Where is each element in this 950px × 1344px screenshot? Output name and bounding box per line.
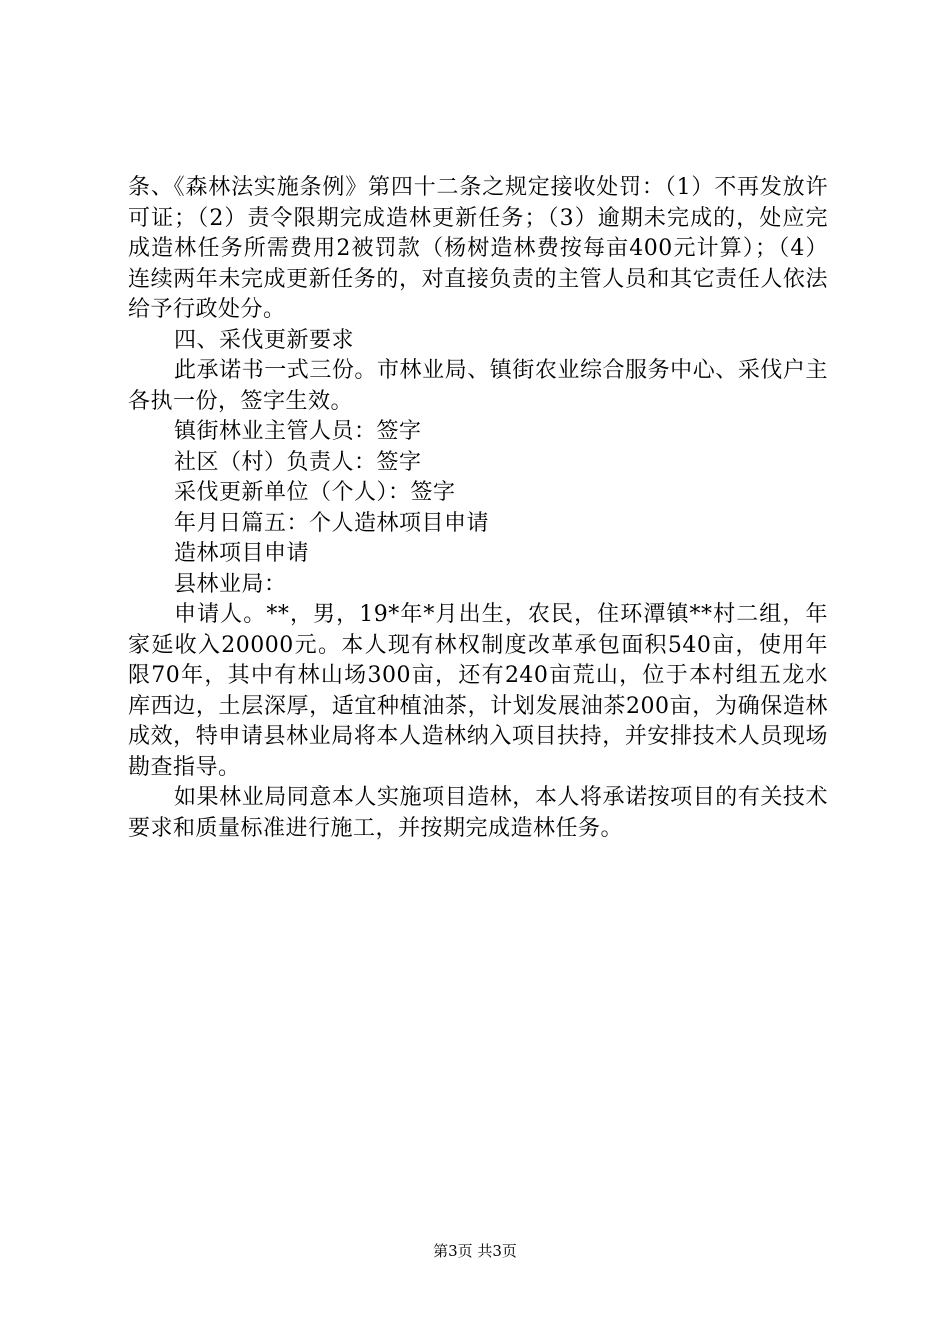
signature-line-community-head: 社区（村）负责人：签字 [174,449,422,475]
signature-line-forestry-officer: 镇街林业主管人员：签字 [174,419,422,444]
page-number-footer: 第3页 共3页 [433,1242,517,1260]
paragraph-penalty-clause: 条、《森林法实施条例》第四十二条之规定接收处罚：（1）不再发放许可证；（2）责令限期完成造林更新任务；（3）逾期未完成的，处应完成造林任务所需费用2被罚款（杨树造林费按每亩400元计算）；（4）连续两年未完成更新任务的，对直接负责的主管人员和其它责任人依法给予行政处分。 [128,175,828,322]
application-title: 造林项目申请 [174,541,310,566]
paragraph-commitment: 如果林业局同意本人实施项目造林，本人将承诺按项目的有关技术要求和质量标准进行施工，并按期完成造林任务。 [128,785,828,841]
document-body [128,173,828,844]
section-heading-renewal-requirements: 四、采伐更新要求 [174,327,355,353]
date-and-section-five-title: 年月日篇五：个人造林项目申请 [174,510,490,536]
paragraph-copies: 此承诺书一式三份。市林业局、镇街农业综合服务中心、采伐户主各执一份，签字生效。 [128,358,828,414]
addressee: 县林业局： [174,571,287,597]
paragraph-applicant-details: 申请人。**，男，19*年*月出生，农民，住环潭镇**村二组，年家延收入20000元。本人现有林权制度改革承包面积540亩，使用年限70年，其中有林山场300亩，还有240亩荒山，位于本村组五龙水库西边，土层深厚，适宜种植油茶，计划发展油茶200亩，为确保造林成效，特申请县林业局将本人造林纳入项目扶持，并安排技术人员现场勘查指导。 [128,602,828,780]
signature-line-logging-unit: 采伐更新单位（个人）：签字 [174,480,456,505]
